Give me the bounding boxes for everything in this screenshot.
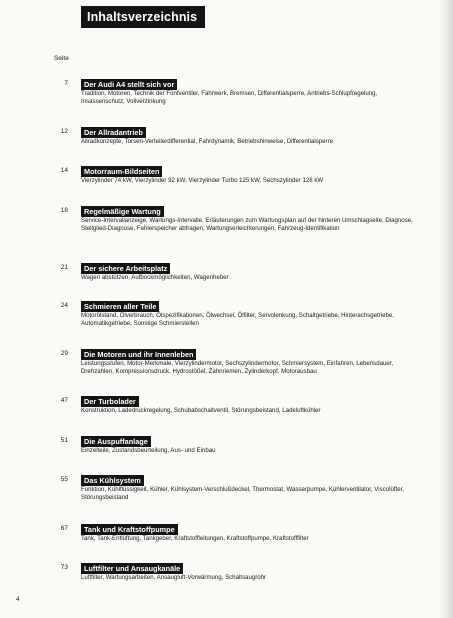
toc-description: Tank, Tank-Entlüftung, Tankgeber, Kraftstoffleitungen, Kraftstoffpumpe, Kraftstofffilter <box>81 535 309 542</box>
toc-description: Allradkonzepte, Torsen-Verteilerdifferential, Fahrdynamik, Betriebshinweise, Differentialsperre <box>81 138 333 145</box>
toc-page-number: 7 <box>64 80 68 87</box>
toc-page-number: 29 <box>60 350 68 357</box>
page-edge-shadow <box>439 0 453 618</box>
toc-page-number: 47 <box>60 397 68 404</box>
toc-description: Wagen abstützen, Aufbockmöglichkeiten, Wagenheber <box>81 274 229 281</box>
toc-page-number: 14 <box>60 167 68 174</box>
toc-heading[interactable]: Regelmäßige Wartung <box>81 206 164 217</box>
toc-heading[interactable]: Luftfilter und Ansaugkanäle <box>81 563 183 574</box>
toc-heading[interactable]: Die Auspuffanlage <box>81 436 151 447</box>
toc-heading[interactable]: Der sichere Arbeitsplatz <box>81 263 170 274</box>
toc-heading[interactable]: Schmieren aller Teile <box>81 301 159 312</box>
toc-page-number: 51 <box>60 437 68 444</box>
toc-description: Leistungsstufen, Motor-Merkmale, Vierzylindermotor, Sechszylindermotor, Schmiersystem, Einfahren, Lebensdauer, Drehzahlen, Kompressionsdruck, Hydrostößel, Zahnriemen, Zylinderkopf, Motorausbau <box>81 360 394 376</box>
toc-heading[interactable]: Der Audi A4 stellt sich vor <box>81 79 177 90</box>
toc-page-number: 24 <box>60 302 68 309</box>
toc-description: Vierzylinder 74 kW, Vierzylinder 92 kW, Vierzylinder Turbo 125 kW, Sechszylinder 128 kW <box>81 177 324 184</box>
toc-description: Konstruktion, Ladedruckregelung, Schubabschaltventil, Störungsbeistand, Ladeluftkühler <box>81 407 321 414</box>
toc-page-number: 73 <box>60 564 68 571</box>
toc-page-number: 67 <box>60 525 68 532</box>
toc-description: Einzelteile, Zustandsbeurteilung, Aus- und Einbau <box>81 447 216 454</box>
toc-heading[interactable]: Der Allradantrieb <box>81 127 146 138</box>
footer-page-number: 4 <box>16 596 20 603</box>
toc-heading[interactable]: Die Motoren und ihr Innenleben <box>81 349 196 360</box>
toc-description: Service-Intervallanzeige, Wartungs-Intervalle, Erläuterungen zum Wartungsplan auf der hinteren Umschlagseite, Diagnose, Stellglied-Diagnose, Fehlerspeicher abfragen, Wartungserleichterungen, Fahrzeug-Identifikation <box>81 217 413 233</box>
toc-page-number: 21 <box>60 264 68 271</box>
toc-description: Luftfilter, Wartungsarbeiten, Ansaugluft-Vorwärmung, Schaltsaugrohr <box>81 574 267 581</box>
page-title: Inhaltsverzeichnis <box>81 6 205 28</box>
toc-heading[interactable]: Tank und Kraftstoffpumpe <box>81 524 178 535</box>
toc-heading[interactable]: Der Turbolader <box>81 396 139 407</box>
toc-description: Tradition, Motoren, Technik der Fünfventiler, Fahrwerk, Bremsen, Differentialsperre, Antriebs-Schlupfregelung, Insassenschutz, Vollverzinkung <box>81 90 378 106</box>
toc-page-number: 18 <box>60 207 68 214</box>
toc-page-number: 55 <box>60 476 68 483</box>
toc-heading[interactable]: Das Kühlsystem <box>81 475 144 486</box>
toc-description: Funktion, Kühlflüssigkeit, Kühler, Kühlsystem-Verschlußdeckel, Thermostat, Wasserpumpe, Kühlerventilator, Viscolüfter, Störungsbeistand <box>81 486 405 502</box>
toc-heading[interactable]: Motorraum-Bildseiten <box>81 166 162 177</box>
toc-page-number: 12 <box>60 128 68 135</box>
toc-description: Motorölstand, Ölverbrauch, Ölspezifikationen, Ölwechsel, Ölfilter, Servolenkung, Schaltgetriebe, Hinterachsgetriebe, Automatikgetriebe, Sonstige Schmierstellen <box>81 312 394 328</box>
seite-column-label: Seite <box>54 55 69 62</box>
